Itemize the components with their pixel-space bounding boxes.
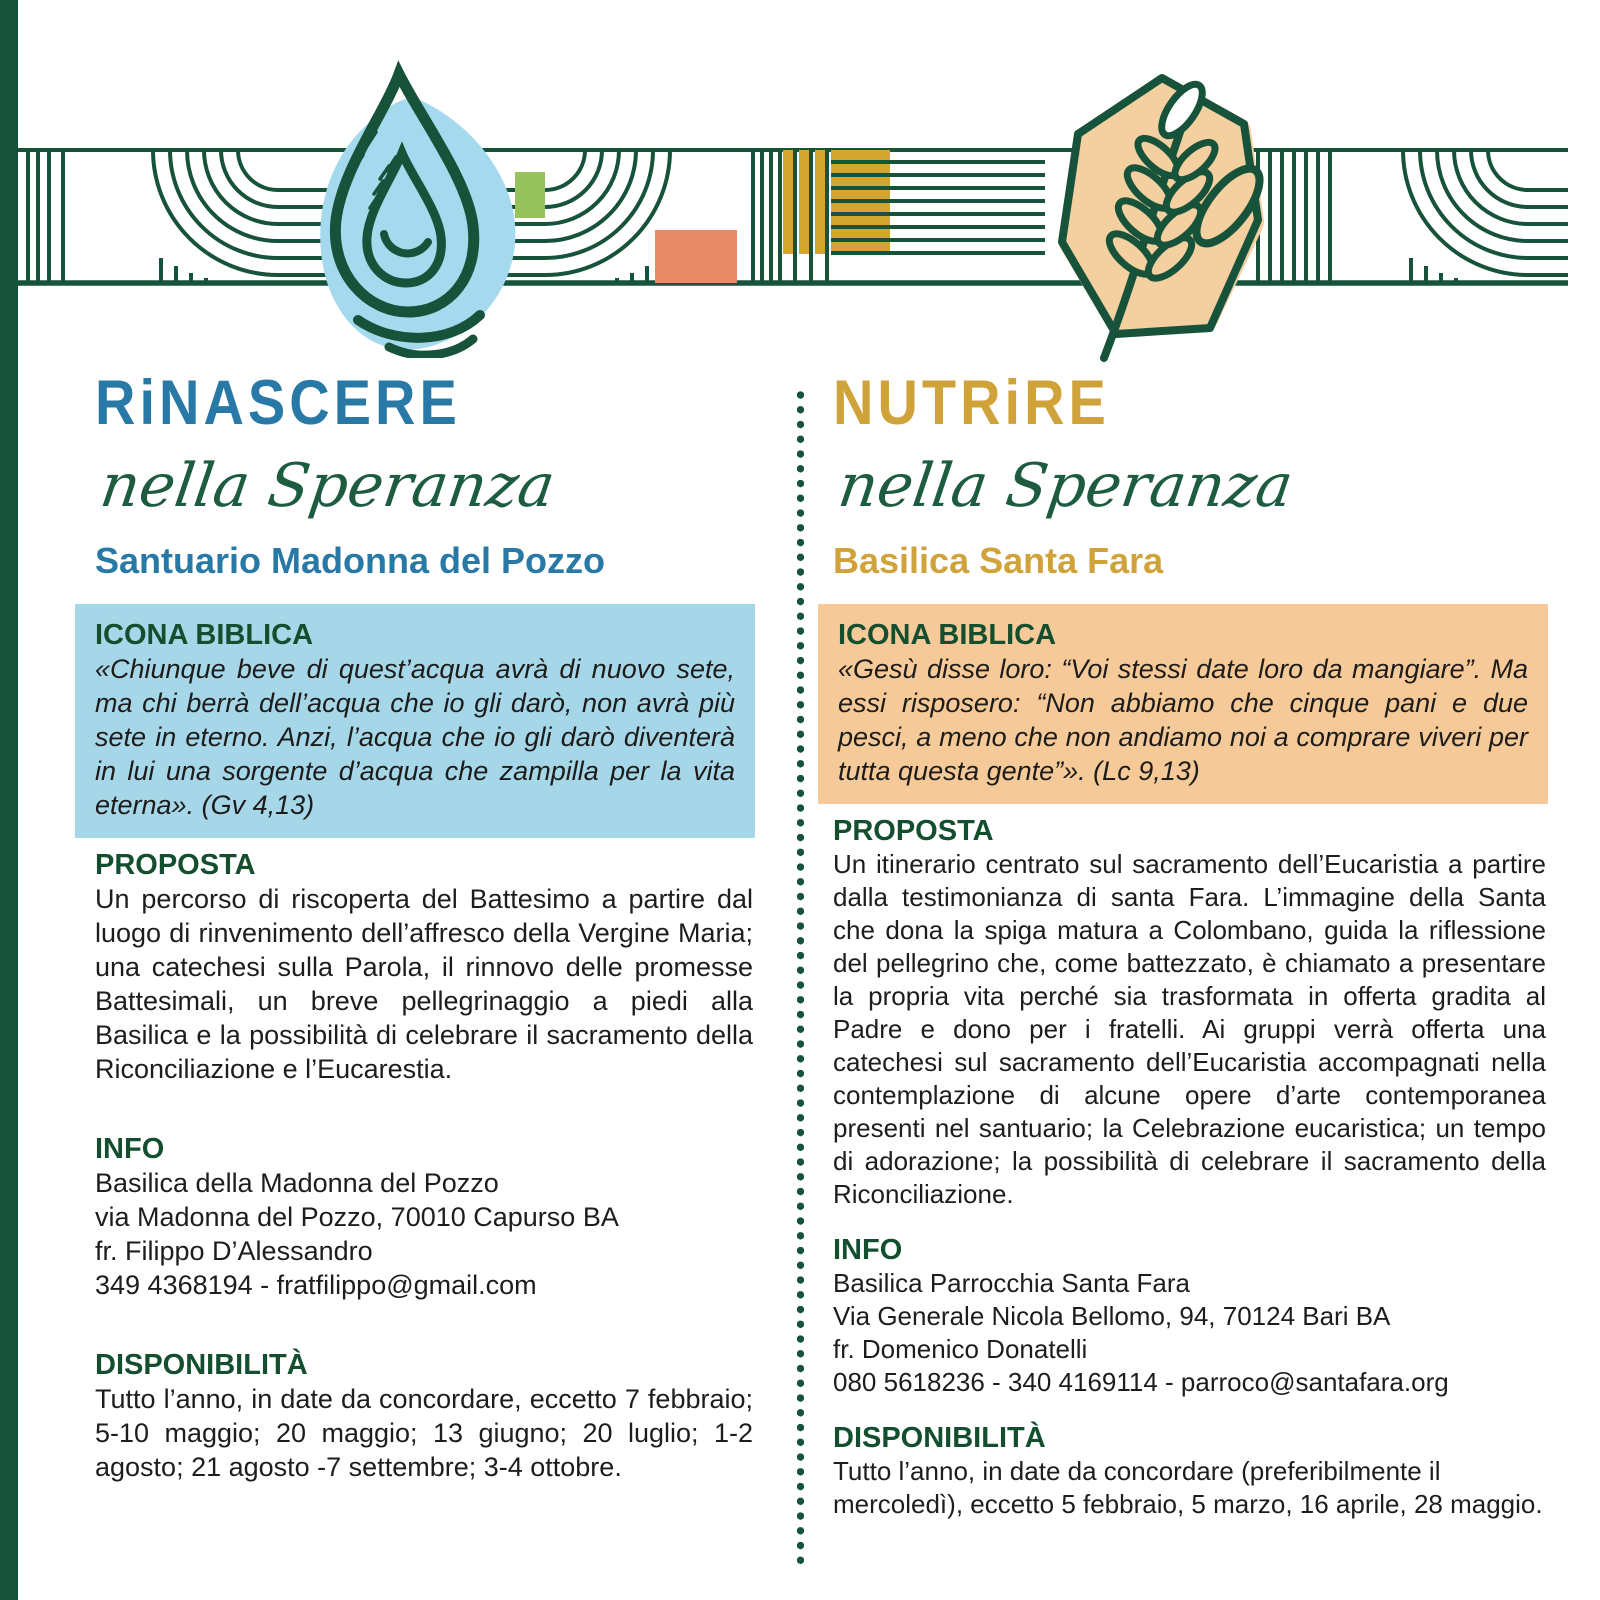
column-subtitle: Basilica Santa Fara: [833, 540, 1164, 581]
page-edge-bar: [0, 0, 18, 1600]
info-line: 080 5618236 - 340 4169114 - parroco@santafara.org: [833, 1367, 1449, 1397]
salmon-accent-block: [655, 230, 737, 283]
proposta-label: PROPOSTA: [95, 849, 256, 881]
info-line: Basilica della Madonna del Pozzo: [95, 1168, 499, 1198]
icona-biblica-quote: «Gesù disse loro: “Voi stessi date loro da mangiare”. Ma essi risposero: “Non abbiamo che cinque pani e due pesci, a meno che non andiamo noi a comprare viveri per tutta questa gente”». (Lc 9,13): [838, 654, 1528, 786]
info-line: Basilica Parrocchia Santa Fara: [833, 1268, 1190, 1298]
decorative-band: [18, 146, 1568, 287]
proposta-section: [833, 814, 1546, 1211]
info-label: INFO: [833, 1234, 903, 1266]
disponibilita-label: DISPONIBILITÀ: [833, 1422, 1046, 1454]
script-title: nella Speranza: [96, 451, 559, 521]
proposta-text: Un itinerario centrato sul sacramento dell’Eucaristia a partire dalla testimonianza di santa Fara. L’immagine della Santa che dona la spiga matura a Colombano, guida la riflessione del pellegrino che, come battezzato, è chiamato a presentare la propria vita perché sia trasformata in offerta gradita al Padre e dono per i fratelli. Ai gruppi verrà offerta una catechesi sul sacramento dell’Eucaristia accompagnati nella contemplazione di alcune opere d’arte contemporanea presenti nel santuario; la Celebrazione eucaristica; un tempo di adorazione; la possibilità di celebrare il sacramento della Riconciliazione.: [833, 849, 1546, 1209]
disponibilita-text: Tutto l’anno, in date da concordare (preferibilmente il mercoledì), eccetto 5 febbraio, 5 marzo, 16 aprile, 28 maggio.: [833, 1456, 1543, 1519]
column-subtitle: Santuario Madonna del Pozzo: [95, 540, 606, 581]
icona-biblica-box: [818, 604, 1548, 804]
info-line: fr. Filippo D’Alessandro: [95, 1236, 373, 1266]
icona-biblica-label: ICONA BIBLICA: [838, 619, 1057, 651]
info-section: [95, 1132, 753, 1302]
proposta-label: PROPOSTA: [833, 815, 994, 847]
proposta-section: [95, 848, 753, 1086]
info-line: via Madonna del Pozzo, 70010 Capurso BA: [95, 1202, 619, 1232]
info-line: fr. Domenico Donatelli: [833, 1334, 1088, 1364]
water-drop-icon: [272, 58, 544, 358]
disponibilita-section: [833, 1421, 1546, 1521]
icona-biblica-quote: «Chiunque beve di quest’acqua avrà di nuovo sete, ma chi berrà dell’acqua che io gli darò, non avrà più sete in eterno. Anzi, l’acqua che io gli darò diventerà in lui una sorgente d’acqua che zampilla per la vita eterna». (Gv 4,13): [95, 654, 735, 820]
column-title-rinascere: RiNASCERE: [95, 366, 461, 438]
disponibilita-label: DISPONIBILITÀ: [95, 1349, 308, 1381]
column-title-nutrire: NUTRiRE: [833, 366, 1110, 438]
info-line: 349 4368194 - fratfilippo@gmail.com: [95, 1270, 537, 1300]
script-title: nella Speranza: [834, 451, 1297, 521]
icona-biblica-label: ICONA BIBLICA: [95, 619, 314, 651]
left-column: [75, 366, 755, 1484]
column-divider-dots: [796, 388, 805, 1568]
wheat-ear-icon: [1032, 58, 1294, 370]
info-label: INFO: [95, 1133, 165, 1165]
info-line: Via Generale Nicola Bellomo, 94, 70124 Bari BA: [833, 1301, 1391, 1331]
info-section: [833, 1233, 1546, 1399]
right-column: [818, 366, 1548, 1521]
proposta-text: Un percorso di riscoperta del Battesimo a partire dal luogo di rinvenimento dell’affresco della Vergine Maria; una catechesi sulla Parola, il rinnovo delle promesse Battesimali, un breve pellegrinaggio a piedi alla Basilica e la possibilità di celebrare il sacramento della Riconciliazione e l’Eucarestia.: [95, 884, 753, 1084]
disponibilita-text: Tutto l’anno, in date da concordare, eccetto 7 febbraio; 5-10 maggio; 20 maggio; 13 giugno; 20 luglio; 1-2 agosto; 21 agosto -7 settembre; 3-4 ottobre.: [95, 1384, 753, 1482]
disponibilita-section: [95, 1348, 753, 1484]
icona-biblica-box: [75, 604, 755, 838]
